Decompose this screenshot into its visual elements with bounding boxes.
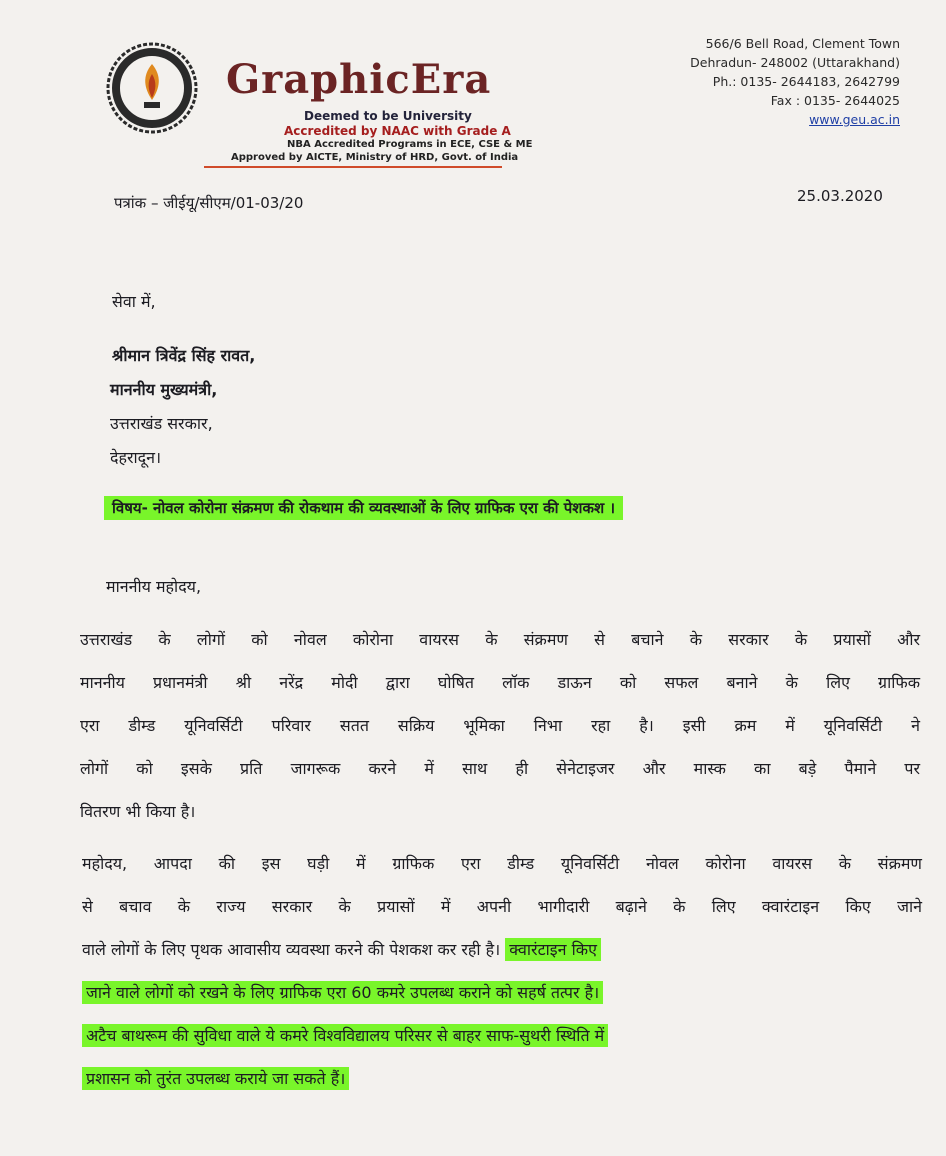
- reference-number: पत्रांक – जीईयू/सीएम/01-03/20: [114, 194, 304, 212]
- phone-line: Ph.: 0135- 2644183, 2642799: [712, 74, 900, 89]
- paragraph-line: माननीय प्रधानमंत्री श्री नरेंद्र मोदी द्वारा घोषित लॉक डाऊन को सफल बनाने के लिए ग्राफिक: [80, 673, 920, 692]
- address-line: Dehradun- 248002 (Uttarakhand): [690, 55, 900, 70]
- highlighted-text: जाने वाले लोगों को रखने के लिए ग्राफिक एरा 60 कमरे उपलब्ध कराने को सहर्ष तत्पर है।: [82, 981, 603, 1004]
- recipient-city: देहरादून।: [110, 448, 162, 467]
- recipient-government: उत्तराखंड सरकार,: [110, 414, 213, 433]
- greeting: माननीय महोदय,: [106, 577, 202, 596]
- nba-text: NBA Accredited Programs in ECE, CSE & ME: [287, 139, 533, 150]
- paragraph-2: [82, 842, 922, 1100]
- recipient-title: माननीय मुख्यमंत्री,: [110, 380, 218, 399]
- address-block: [690, 34, 900, 129]
- paragraph-line: [82, 1014, 922, 1057]
- aicte-text: Approved by AICTE, Ministry of HRD, Govt. of India: [231, 152, 519, 163]
- highlighted-text: प्रशासन को तुरंत उपलब्ध कराये जा सकते हैं।: [82, 1067, 349, 1090]
- brand-name: GraphicEra: [226, 56, 492, 103]
- accreditation-text: Accredited by NAAC with Grade A: [284, 124, 511, 138]
- paragraph-line: एरा डीम्ड यूनिवर्सिटी परिवार सतत सक्रिय भूमिका निभा रहा है। इसी क्रम में यूनिवर्सिटी ने: [80, 716, 920, 735]
- letterhead-rule: [204, 166, 502, 168]
- paragraph-line: महोदय, आपदा की इस घड़ी में ग्राफिक एरा डीम्ड यूनिवर्सिटी नोवल कोरोना वायरस के संक्रमण: [82, 854, 922, 873]
- subject-text: विषय- नोवल कोरोना संक्रमण की रोकथाम की व्यवस्थाओं के लिए ग्राफिक एरा की पेशकश ।: [104, 496, 623, 520]
- highlighted-text: क्वारंटाइन किए: [505, 938, 601, 961]
- deemed-university-text: Deemed to be University: [304, 109, 472, 123]
- salutation-to: सेवा में,: [112, 292, 156, 311]
- highlighted-text: अटैच बाथरूम की सुविधा वाले ये कमरे विश्वविद्यालय परिसर से बाहर साफ-सुथरी स्थिति में: [82, 1024, 608, 1047]
- address-line: 566/6 Bell Road, Clement Town: [705, 36, 900, 51]
- paragraph-line: उत्तराखंड के लोगों को नोवल कोरोना वायरस के संक्रमण से बचाने के सरकार के प्रयासों और: [80, 630, 920, 649]
- paragraph-line: [82, 928, 922, 971]
- paragraph-line: से बचाव के राज्य सरकार के प्रयासों में अपनी भागीदारी बढ़ाने के लिए क्वारंटाइन किए जाने: [82, 897, 922, 916]
- letter-date: 25.03.2020: [797, 187, 883, 205]
- paragraph-line: [82, 1057, 922, 1100]
- paragraph-text: वाले लोगों के लिए पृथक आवासीय व्यवस्था करने की पेशकश कर रही है।: [82, 940, 501, 959]
- paragraph-line: वितरण भी किया है।: [80, 802, 196, 821]
- subject-line: [104, 498, 623, 518]
- website-link[interactable]: www.geu.ac.in: [809, 112, 900, 127]
- paragraph-line: लोगों को इसके प्रति जागरूक करने में साथ ही सेनेटाइजर और मास्क का बड़े पैमाने पर: [80, 759, 920, 778]
- paragraph-line: [82, 971, 922, 1014]
- university-seal-logo: [106, 42, 198, 134]
- fax-line: Fax : 0135- 2644025: [770, 93, 900, 108]
- paragraph-1: [80, 618, 920, 833]
- recipient-name: श्रीमान त्रिवेंद्र सिंह रावत,: [112, 346, 256, 365]
